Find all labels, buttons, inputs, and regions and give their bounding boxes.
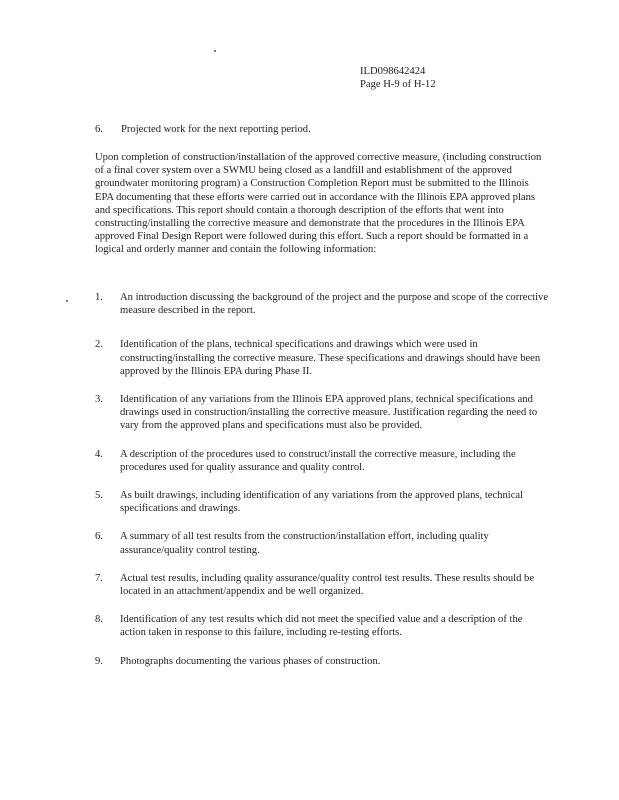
- list-item: [95, 393, 555, 433]
- list-item-number: 7.: [95, 572, 103, 584]
- document-id: ILD098642424: [360, 66, 426, 77]
- page-header: [360, 65, 560, 91]
- list-item-number: 5.: [95, 490, 103, 502]
- list-item-text: Identification of any test results which did not meet the specified value and a description of the action taken in response to this failure, including re-testing efforts.: [120, 614, 523, 639]
- list-item-text: An introduction discussing the background of the project and the purpose and scope of the corrective measure described in the report.: [120, 292, 549, 317]
- list-item-number: 9.: [95, 655, 103, 667]
- intro-paragraph: [95, 151, 548, 257]
- list-item-number: 3.: [95, 394, 103, 406]
- intro-text: Upon completion of construction/installation of the approved corrective measure, (including construction of a final cover system over a SWMU being closed as a landfill and establishment of the approved groundwater monitoring program) a Construction Completion Report must be submitted to the Illinois EPA documenting that these efforts were carried out in accordance with the Illinois EPA approved plans and specifications. This report should contain a thorough description of the efforts that went into constructing/installing the corrective measure and demonstrate that the procedures in the Illinois EPA approved Final Design Report were followed during this effort. Such a report should be formatted in a logical and orderly manner and contain the following information:: [95, 152, 542, 256]
- section-number: 6.: [95, 124, 103, 135]
- list-item: [95, 655, 555, 668]
- scan-speck: [66, 300, 68, 302]
- requirements-list: [95, 291, 555, 668]
- list-item-text: Actual test results, including quality assurance/quality control test results. These results should be located in an attachment/appendix and be well organized.: [120, 572, 535, 598]
- list-item: [95, 530, 555, 556]
- section-heading: [95, 123, 545, 136]
- list-item: [95, 489, 555, 515]
- list-item-text: A description of the procedures used to construct/install the corrective measure, including the procedures used for quality assurance and quality control.: [120, 448, 516, 473]
- list-item-number: 4.: [95, 448, 103, 460]
- page-reference: Page H-9 of H-12: [360, 79, 436, 90]
- list-item: [95, 291, 555, 317]
- list-item-text: Identification of the plans, technical specifications and drawings which were used in constructing/installing the corrective measure. These specifications and drawings should have been approved by the Illinois EPA during Phase II.: [120, 339, 541, 377]
- list-item-text: Photographs documenting the various phases of construction.: [120, 655, 381, 667]
- scan-speck: [214, 50, 216, 52]
- list-item-number: 8.: [95, 614, 103, 626]
- list-item-text: A summary of all test results from the construction/installation effort, including quality assurance/quality control testing.: [120, 531, 489, 556]
- list-item-number: 2.: [95, 339, 103, 351]
- list-item: [95, 572, 555, 598]
- list-item: [95, 613, 555, 639]
- list-item: [95, 448, 555, 474]
- list-item-number: 6.: [95, 531, 103, 543]
- list-item-text: Identification of any variations from the Illinois EPA approved plans, technical specifications and drawings used in construction/installing the corrective measure. Justification regarding the need to vary from the approved plans and specifications must also be provided.: [120, 394, 538, 432]
- list-item: [95, 338, 555, 378]
- list-item-text: As built drawings, including identification of any variations from the approved plans, technical specifications and drawings.: [120, 490, 524, 515]
- section-title: Projected work for the next reporting period.: [121, 124, 311, 135]
- list-item-number: 1.: [95, 292, 103, 303]
